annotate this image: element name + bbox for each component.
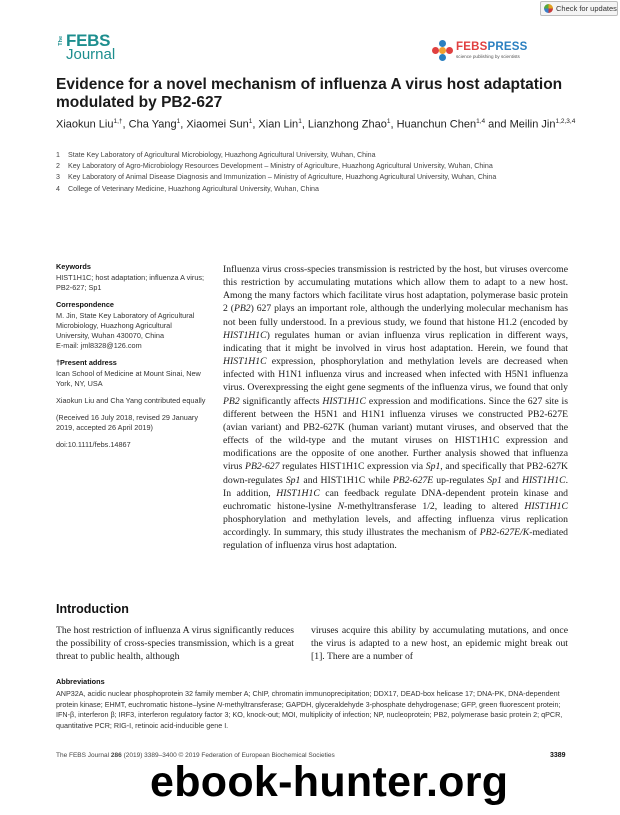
febs-press-logo: FEBSPRESS science publishing by scientists [432,40,544,64]
affiliation-item: 1 State Key Laboratory of Agricultural Microbiology, Huazhong Agricultural University, Wuhan, China [56,151,376,159]
crossmark-icon [544,4,553,13]
introduction-heading: Introduction [56,602,129,616]
correspondence: M. Jin, State Key Laboratory of Agricultural Microbiology, Huazhong Agricultural University, Wuhan 430070, China [56,311,195,340]
check-for-updates-label: Check for updates [556,4,617,13]
press-dots-icon [432,40,454,62]
watermark: ebook-hunter.org [150,758,509,806]
page-number: 3389 [550,752,566,759]
affiliations [56,150,596,195]
present-address: Ican School of Medicine at Mount Sinai, New York, NY, USA [56,369,201,388]
keywords-heading: Keywords [56,262,91,271]
affiliation-item: 3 Key Laboratory of Animal Disease Diagnosis and Immunization – Ministry of Agriculture, Huazhong Agricultural University, Wuhan, China [56,173,497,182]
article-sidebar [56,262,206,457]
author-list: Xiaokun Liu$^{1,\dagger}$, Cha Yang$^1$, Xiaomei Sun$^1$, Xian Lin$^1$, Lianzhong Zhao$^1$, Huanchun Chen$^{1,4}$ and Meilin Jin$^{1,2,3,4}$ [56,118,576,131]
check-for-updates-button[interactable] [540,1,618,16]
journal-footer: The FEBS Journal 286 (2019) 3389–3400 © 2019 Federation of European Biochemical Societies [56,752,335,759]
abbreviations: ANP32A, acidic nuclear phosphoprotein 32 family member A; ChIP, chromatin immunoprecipitation; DDX17, DEAD-box helicase 17; DNA-PK, DNA-dependent protein kinase; EHMT, euchromatic histone–lysine N-methyltransferase; GAPDH, glyceraldehyde 3-phosphate dehydrogenase; GFP, green fluorescent protein; IFN-β, interferon β; IRF3, interferon regulatory factor 3; KO, knock-out; MOI, multiplicity of infection; NP, nucleoprotein; PB2, polymerase basic protein 2; qPCR, quantitative PCR; RIG-I, retinoic acid-inducible gene I. [56,689,563,730]
intro-column-right: viruses acquire this ability by accumulating mutations, and once the virus is adapted to a new host, an epidemic might break out [1]. There are a number of [311,625,568,663]
present-address-heading: †Present address [56,358,117,367]
email-link[interactable]: E-mail: jml8328@126.com [56,341,142,350]
equal-contribution: Xiaokun Liu and Cha Yang contributed equally [56,396,206,405]
affiliation-item: 4 College of Veterinary Medicine, Huazhong Agricultural University, Wuhan, China [56,184,319,193]
received-dates: (Received 16 July 2018, revised 29 January 2019, accepted 26 April 2019) [56,413,198,432]
doi-link[interactable]: doi:10.1111/febs.14867 [56,440,131,449]
affiliation-item: 2 Key Laboratory of Agro-Microbiology Resources Development – Ministry of Agriculture, Huazhong Agricultural University, Wuhan, China [56,162,493,171]
abbreviations-heading: Abbreviations [56,677,105,686]
abstract: Influenza virus cross-species transmission is restricted by the host, but viruses overcome this restriction by accumulating mutations which allow them to adapt to a new host. Among the many factors which facilitate virus host adaptation, polymerase basic protein 2 (PB2) 627 plays an important role, although the underlying molecular mechanism has not been fully understood. In a previous study, we found that histone H1.2 (encoded by HIST1H1C) regulates human or avian influenza virus replication in different ways, indicating that it might be involved in virus host adaptation. Herein, we found that HIST1H1C expression, phosphorylation and methylation levels are decreased when infected with H1N1 influenza virus and increased when infected with H5N1 influenza virus. Overexpressing the eight gene segments of the influenza virus, we found that only PB2 significantly affects HIST1H1C expression and modifications. Since the 627 site is different between the H5N1 and H1N1 influenza viruses we constructed PB2-627E (avian variant) and PB2-627K (human variant) mutant viruses, and observed that the effects of the wild-type and the mutant viruses on HIST1H1C expression and modifications are the opposite of one another. Further analysis showed that influenza virus PB2-627 regulates HIST1H1C expression via Sp1, and specifically that PB2-627K down-regulates Sp1 and HIST1H1C while PB2-627E up-regulates Sp1 and HIST1H1C. In addition, HIST1H1C can feedback regulate DNA-dependent protein kinase and euchromatic histone-lysine N-methyltransferase 1/2, leading to altered HIST1H1C phosphorylation and methylation levels, and affecting influenza virus replication accordingly. In summary, this study illustrates the mechanism of PB2-627E/K-mediated regulation of influenza virus host adaptation. [223,264,569,552]
keywords: HIST1H1C; host adaptation; influenza A virus; PB2-627; Sp1 [56,273,205,292]
intro-column-left: The host restriction of influenza A virus significantly reduces the possibility of cross-species transmission, which is a great threat to public health, although [56,625,294,663]
article-title: Evidence for a novel mechanism of influenza A virus host adaptation modulated by PB2-627 [56,76,563,111]
journal-logo: The FEBS Journal [58,31,116,63]
correspondence-heading: Correspondence [56,300,114,309]
